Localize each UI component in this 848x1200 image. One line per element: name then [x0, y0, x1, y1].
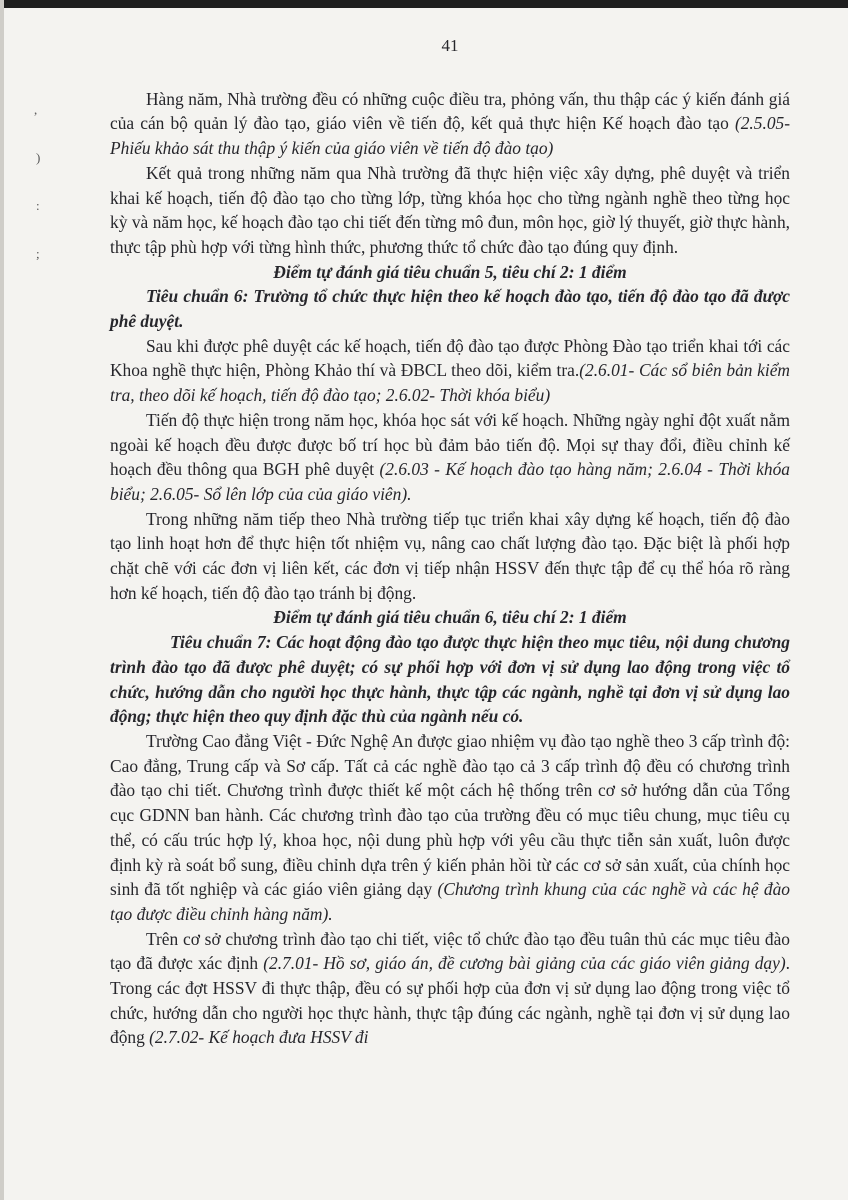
margin-mark: ): [36, 150, 41, 165]
score-heading: Điểm tự đánh giá tiêu chuẩn 5, tiêu chí 2: 1 điểm: [273, 261, 627, 282]
score-heading: Điểm tự đánh giá tiêu chuẩn 6, tiêu chí 2: 1 điểm: [273, 607, 627, 628]
body-paragraph: [110, 927, 790, 1051]
paragraph-text: Trường Cao đẳng Việt - Đức Nghệ An được giao nhiệm vụ đào tạo nghề theo 3 cấp trình độ: Cao đẳng, Trung cấp và Sơ cấp. Tất cả các nghề đào tạo cả 3 cấp trình độ đều có chương trình đào tạo chi tiết. Chương trình được thiết kế một cách hệ thống trên cơ sở hướng dẫn của Tổng cục GDNN ban hành. Các chương trình đào tạo của trường đều có mục tiêu chung, mục tiêu cụ thể, có cấu trúc hợp lý, khoa học, nội dung phù hợp với yêu cầu thực tiễn sản xuất, luôn được định kỳ rà soát bổ sung, điều chỉnh dựa trên ý kiến phản hồi từ các cơ sở sản xuất, của chính học sinh đã tốt nghiệp và các giáo viên giảng dạy: [110, 730, 790, 900]
margin-mark: ,: [34, 102, 38, 117]
evidence-citation: (2.5.05- Phiếu khảo sát thu thập ý kiến của giáo viên về tiến độ đào tạo): [110, 113, 790, 159]
body-paragraph: [110, 334, 790, 408]
paragraph-text: Sau khi được phê duyệt các kế hoạch, tiến độ đào tạo được Phòng Đào tạo triển khai tới các Khoa nghề thực hiện, Phòng Khảo thí và ĐBCL theo dõi, kiểm tra.: [110, 335, 790, 381]
paragraph-text: Hàng năm, Nhà trường đều có những cuộc điều tra, phỏng vấn, thu thập các ý kiến đánh giá của cán bộ quản lý đào tạo, giáo viên về tiến độ, kết quả thực hiện Kế hoạch đào tạo: [110, 88, 790, 134]
evidence-citation: (2.6.03 - Kế hoạch đào tạo hàng năm; 2.6.04 - Thời khóa biểu; 2.6.05- Sổ lên lớp của của giáo viên).: [110, 459, 790, 504]
scan-top-border: [0, 0, 848, 8]
criterion-heading: Tiêu chuẩn 6: Trường tổ chức thực hiện theo kế hoạch đào tạo, tiến độ đào tạo đã được phê duyệt.: [110, 286, 790, 332]
body-paragraph: [110, 507, 790, 606]
body-paragraph: [110, 729, 790, 927]
paragraph-text: . Trong các đợt HSSV đi thực thập, đều có sự phối hợp của đơn vị sử dụng lao động trong việc tổ chức, hướng dẫn cho người học thực hành, thực tập đúng các ngành, nghề tại đơn vị sử dụng lao động: [110, 953, 790, 1048]
evidence-citation: (2.6.01- Các sổ biên bản kiểm tra, theo dõi kế hoạch, tiến độ đào tạo; 2.6.02- Thời khóa biểu): [110, 360, 790, 406]
document-page: [110, 34, 790, 1050]
body-paragraph: [110, 408, 790, 507]
body-paragraph: [110, 87, 790, 161]
page-number: 41: [441, 36, 459, 55]
evidence-citation: (2.7.02- Kế hoạch đưa HSSV đi: [149, 1027, 369, 1048]
margin-mark: :: [36, 198, 40, 213]
criterion-heading: Tiêu chuẩn 7: Các hoạt động đào tạo được thực hiện theo mục tiêu, nội dung chương trình đào tạo đã được phê duyệt; có sự phối hợp với đơn vị sử dụng lao động trong việc tổ chức, hướng dẫn cho người học thực hành, thực tập các ngành, nghề tại đơn vị sử dụng lao động; thực hiện theo quy định đặc thù của ngành nếu có.: [110, 632, 790, 727]
body-paragraph: [110, 161, 790, 260]
evidence-citation: (Chương trình khung của các nghề và các hệ đào tạo được điều chỉnh hàng năm).: [110, 879, 790, 924]
paragraph-text: Tiến độ thực hiện trong năm học, khóa học sát với kế hoạch. Những ngày nghỉ đột xuất nằm ngoài kế hoạch đều được được bố trí học bù đảm bảo tiến độ. Mọi sự thay đổi, điều chỉnh kế hoạch đều thông qua BGH phê duyệt: [110, 409, 790, 480]
paragraph-text: Kết quả trong những năm qua Nhà trường đã thực hiện việc xây dựng, phê duyệt và triển khai kế hoạch, tiến độ đào tạo cho từng lớp, từng khóa học cho từng ngành nghề theo từng học kỳ và năm học, kế hoạch đào tạo chi tiết đến từng mô đun, môn học, giờ lý thuyết, giờ thực hành, thực tập phù hợp với từng hình thức, phương thức tổ chức đào tạo đúng quy định.: [110, 162, 790, 257]
document-body: [110, 87, 790, 1050]
margin-mark: ;: [36, 246, 40, 261]
paragraph-text: Trên cơ sở chương trình đào tạo chi tiết, việc tổ chức đào tạo đều tuân thủ các mục tiêu đào tạo đã được xác định: [110, 928, 790, 974]
scan-left-edge: [0, 0, 4, 1200]
evidence-citation: (2.7.01- Hồ sơ, giáo án, đề cương bài giảng của các giáo viên giảng dạy): [263, 953, 786, 974]
paragraph-text: Trong những năm tiếp theo Nhà trường tiếp tục triển khai xây dựng kế hoạch, tiến độ đào tạo linh hoạt hơn để thực hiện tốt nhiệm vụ, nâng cao chất lượng đào tạo. Đặc biệt là phối hợp chặt chẽ với các đơn vị liên kết, các đơn vị tiếp nhận HSSV đến thực tập để cụ thể hóa rõ ràng hơn kế hoạch, tiến độ đào tạo tránh bị động.: [110, 508, 790, 603]
